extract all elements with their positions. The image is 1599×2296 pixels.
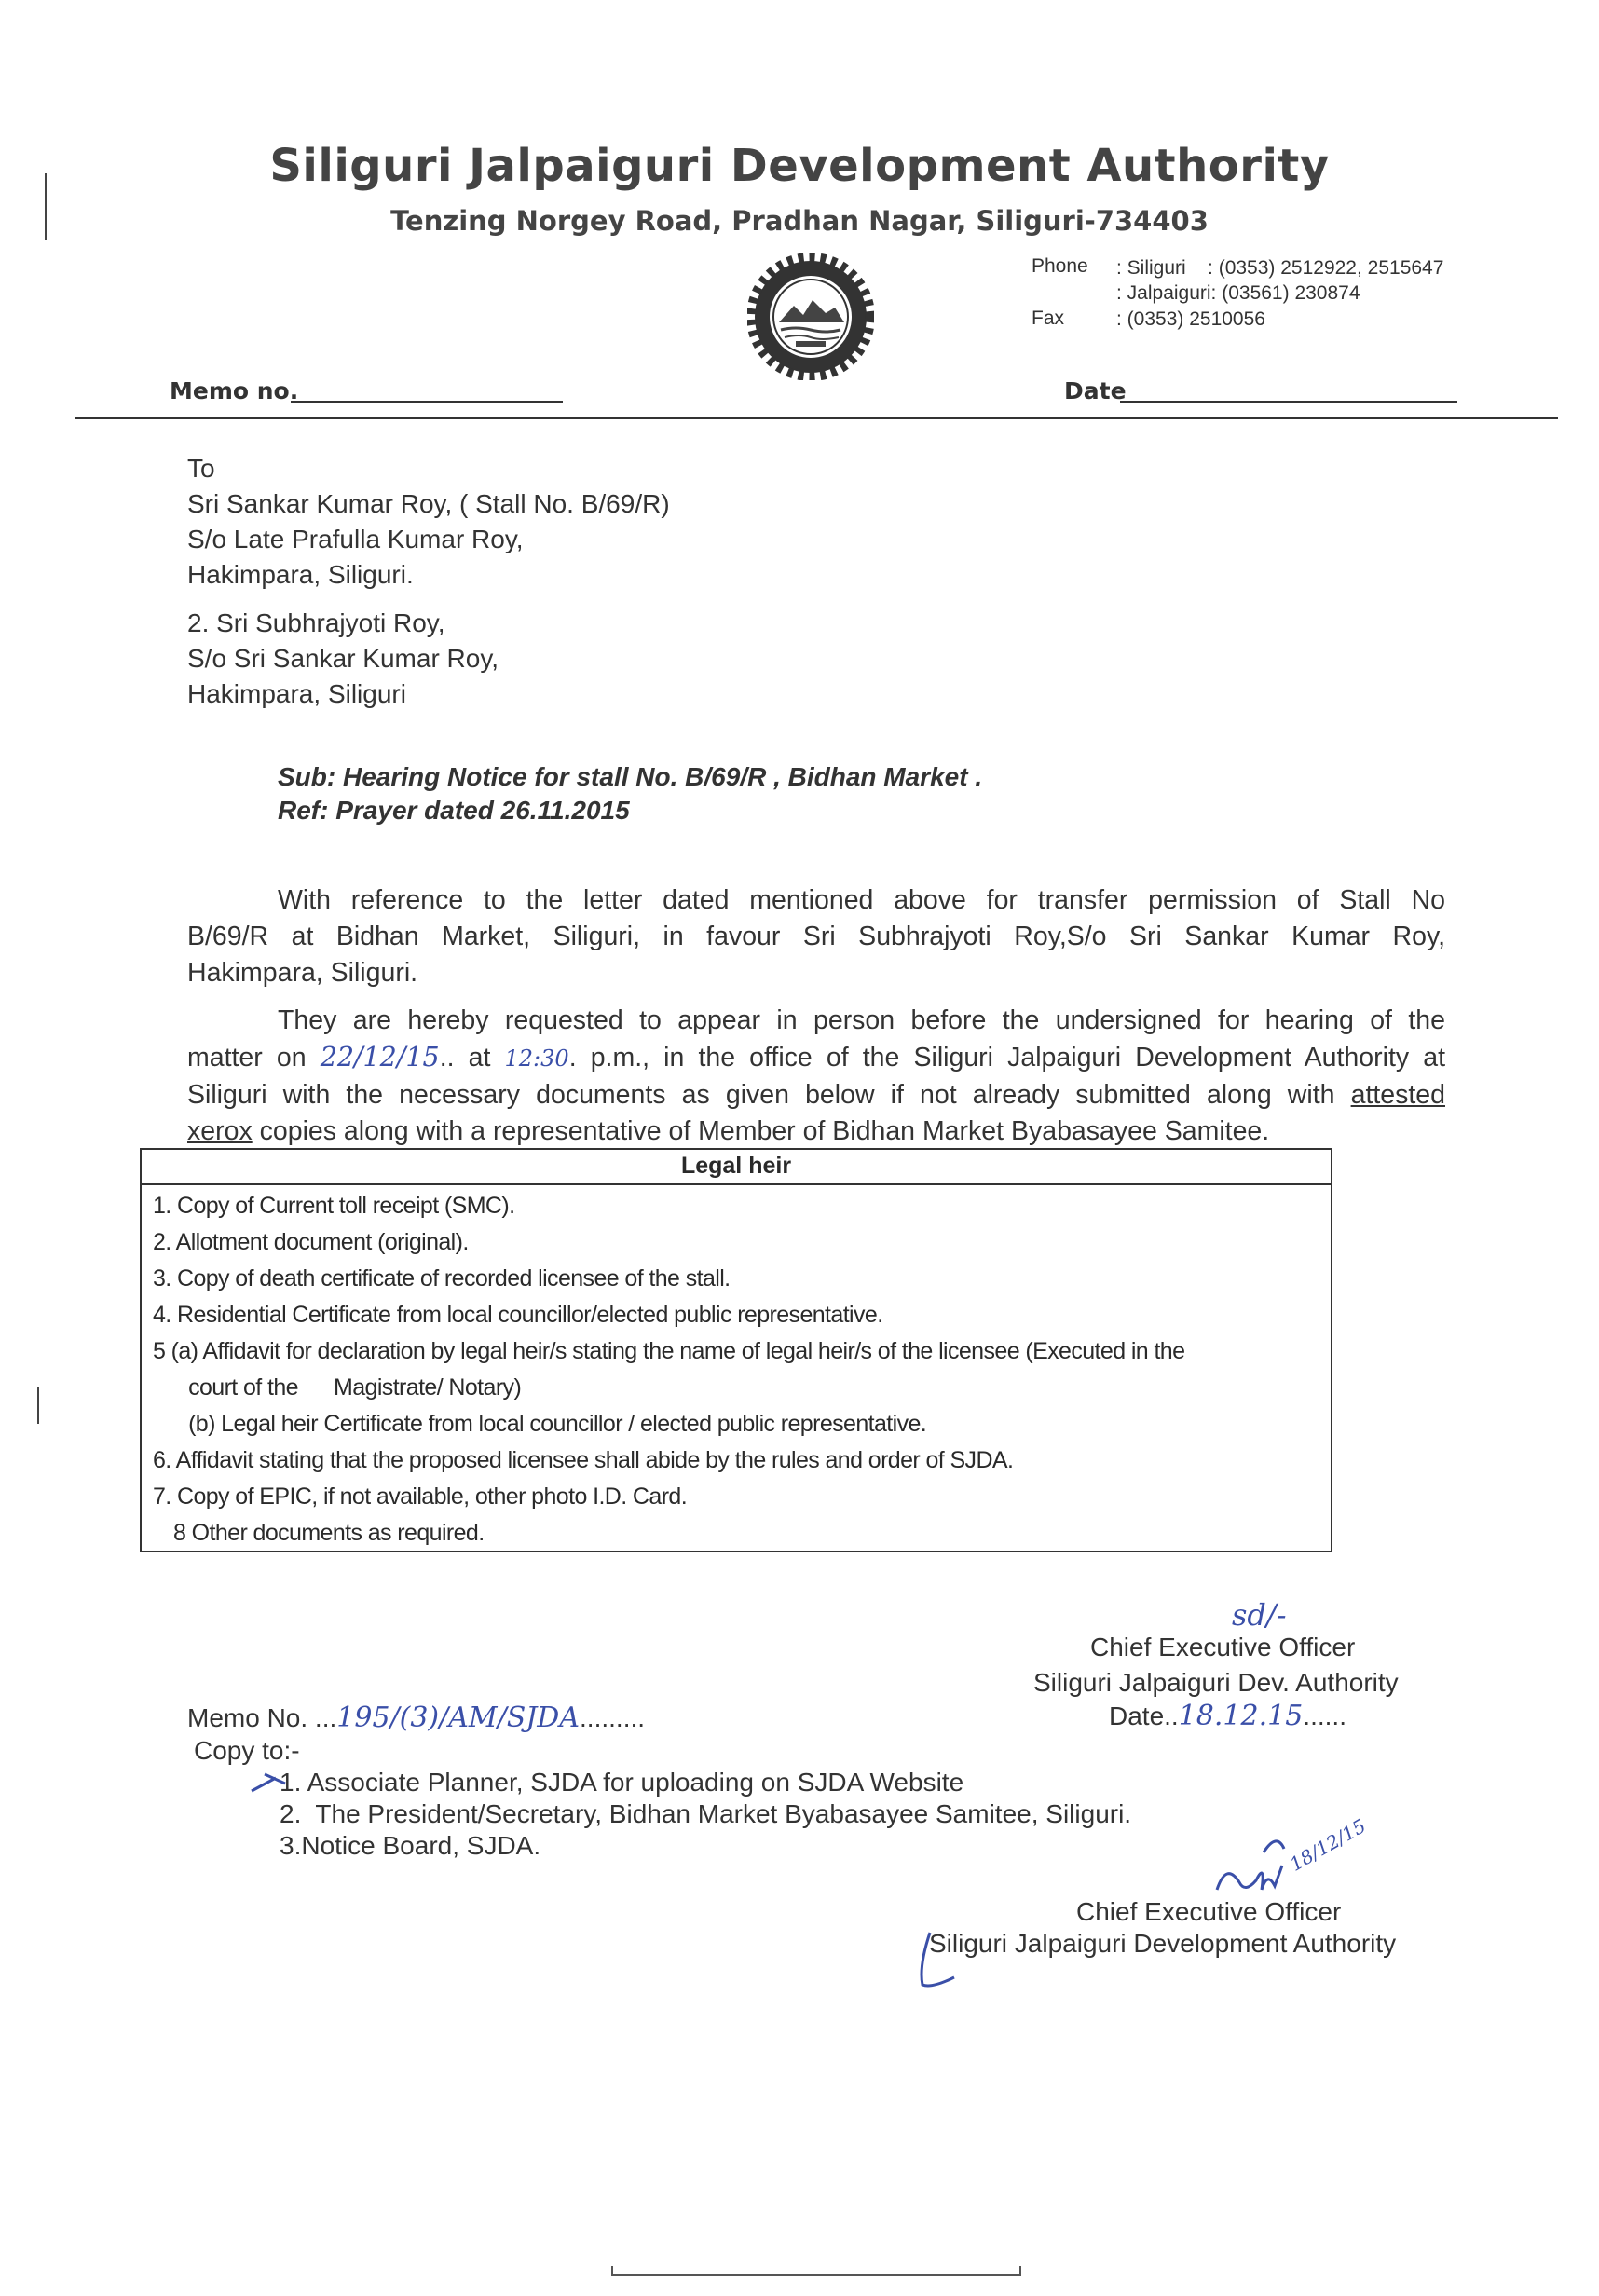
copy-to-item: 3.Notice Board, SJDA.: [280, 1831, 541, 1860]
signatory-organization: Siliguri Jalpaiguri Dev. Authority: [1033, 1668, 1399, 1697]
reference-line: Ref: Prayer dated 26.11.2015: [278, 796, 630, 825]
paragraph-line: With reference to the letter dated mentioned above for transfer permission of Stall No: [278, 885, 1445, 915]
memo-dots: .........: [580, 1703, 646, 1732]
date-dots: ......: [1303, 1702, 1346, 1730]
attested-underlined: attested: [1350, 1080, 1445, 1110]
paragraph-line: [187, 1114, 1445, 1150]
signatory-organization-2: Siliguri Jalpaiguri Development Authority: [929, 1929, 1397, 1958]
handwritten-hearing-time: 12:30: [504, 1046, 569, 1072]
to-label: To: [187, 454, 215, 483]
handwritten-initials-date: 18/12/15: [1286, 1814, 1370, 1876]
copy-to-label: Copy to:-: [194, 1736, 300, 1765]
paragraph-line: Hakimpara, Siliguri.: [187, 958, 418, 988]
handwritten-memo-number: 195/(3)/AM/SJDA: [336, 1702, 581, 1734]
address-line: S/o Late Prafulla Kumar Roy,: [187, 525, 524, 554]
date-blank: [1120, 401, 1457, 403]
handwritten-sd: sd/-: [1232, 1597, 1287, 1633]
phone-label: Phone: [1032, 255, 1088, 277]
copy-to-item: 1. Associate Planner, SJDA for uploading on SJDA Website: [280, 1768, 964, 1797]
subject-line: Sub: Hearing Notice for stall No. B/69/R , Bidhan Market .: [278, 762, 983, 791]
signatory-title: Chief Executive Officer: [1090, 1633, 1356, 1661]
address-line: Sri Sankar Kumar Roy, ( Stall No. B/69/R): [187, 489, 670, 518]
body-paragraph-1: [187, 882, 1445, 991]
document-item: (b) Legal heir Certificate from local councillor / elected public representative.: [153, 1411, 927, 1437]
document-item: court of the Magistrate/ Notary): [153, 1374, 522, 1401]
fax-number: : (0353) 2510056: [1116, 308, 1265, 330]
recipient-address-2: [187, 606, 499, 712]
matter-on-text: matter on: [187, 1043, 307, 1073]
documents-heading: Legal heir: [142, 1150, 1331, 1185]
handwritten-flourish: [913, 1929, 988, 2003]
date-label: Date: [1064, 377, 1127, 404]
memo-no-label: Memo no.: [170, 377, 299, 404]
phone-siliguri: : Siliguri : (0353) 2512922, 2515647: [1116, 257, 1444, 279]
memo-number-line: [187, 1702, 645, 1735]
memo-no-label: Memo No. ...: [187, 1703, 337, 1732]
organization-name: Siliguri Jalpaiguri Development Authority: [269, 140, 1330, 192]
date-label: Date..: [1109, 1702, 1179, 1730]
at-text: .. at: [439, 1043, 491, 1073]
representative-text: copies along with a representative of Member of Bidhan Market Byabasayee Samitee.: [252, 1116, 1270, 1146]
phone-jalpaiguri: : Jalpaiguri: (03561) 230874: [1116, 282, 1360, 304]
body-paragraph-2: [187, 1003, 1445, 1150]
organization-address: Tenzing Norgey Road, Pradhan Nagar, Siliguri-734403: [390, 205, 1209, 237]
signature-date: [1109, 1700, 1346, 1733]
header-divider: [75, 417, 1558, 419]
office-text: . p.m., in the office of the Siliguri Jalpaiguri Development Authority at: [568, 1043, 1446, 1073]
tick-mark-icon: [248, 1767, 304, 1798]
documents-list: [142, 1185, 1331, 1551]
xerox-underlined: xerox: [187, 1116, 253, 1146]
handwritten-date: 18.12.15: [1178, 1700, 1304, 1732]
paragraph-line: [187, 1039, 1445, 1077]
address-line: Hakimpara, Siliguri.: [187, 560, 414, 589]
required-documents-box: [140, 1148, 1332, 1552]
document-item: 1. Copy of Current toll receipt (SMC).: [153, 1193, 515, 1219]
signatory-title-2: Chief Executive Officer: [1076, 1897, 1342, 1926]
memo-no-blank: [291, 401, 563, 403]
document-item: 3. Copy of death certificate of recorded licensee of the stall.: [153, 1265, 731, 1292]
copy-to-item: 2. The President/Secretary, Bidhan Market Byabasayee Samitee, Siliguri.: [280, 1799, 1132, 1828]
paragraph-line: [187, 1077, 1445, 1114]
address-line: S/o Sri Sankar Kumar Roy,: [187, 644, 499, 673]
document-item: 7. Copy of EPIC, if not available, other photo I.D. Card.: [153, 1483, 688, 1510]
margin-mark-mid: [37, 1387, 39, 1424]
address-line: 2. Sri Subhrajyoti Roy,: [187, 608, 445, 637]
document-item: 2. Allotment document (original).: [153, 1229, 469, 1255]
address-line: Hakimpara, Siliguri: [187, 679, 406, 708]
authority-seal-logo: [747, 253, 874, 380]
paragraph-line: B/69/R at Bidhan Market, Siliguri, in favour Sri Subhrajyoti Roy,S/o Sri Sankar Kumar Roy,: [187, 922, 1445, 951]
fax-label: Fax: [1032, 308, 1065, 329]
handwritten-hearing-date: 22/12/15: [320, 1042, 440, 1073]
document-item: 4. Residential Certificate from local councillor/elected public representative.: [153, 1302, 883, 1328]
document-item: 5 (a) Affidavit for declaration by legal heir/s stating the name of legal heir/s of the licensee (Executed in the: [153, 1338, 1185, 1364]
document-item: 6. Affidavit stating that the proposed licensee shall abide by the rules and order of SJDA.: [153, 1447, 1014, 1473]
bottom-bracket: [611, 2266, 1021, 2276]
paragraph-line: They are hereby requested to appear in person before the undersigned for hearing of the: [278, 1005, 1445, 1035]
document-item: 8 Other documents as required.: [173, 1520, 485, 1546]
recipient-address-1: [187, 486, 670, 593]
documents-text: Siliguri with the necessary documents as given below if not already submitted along with: [187, 1080, 1335, 1110]
